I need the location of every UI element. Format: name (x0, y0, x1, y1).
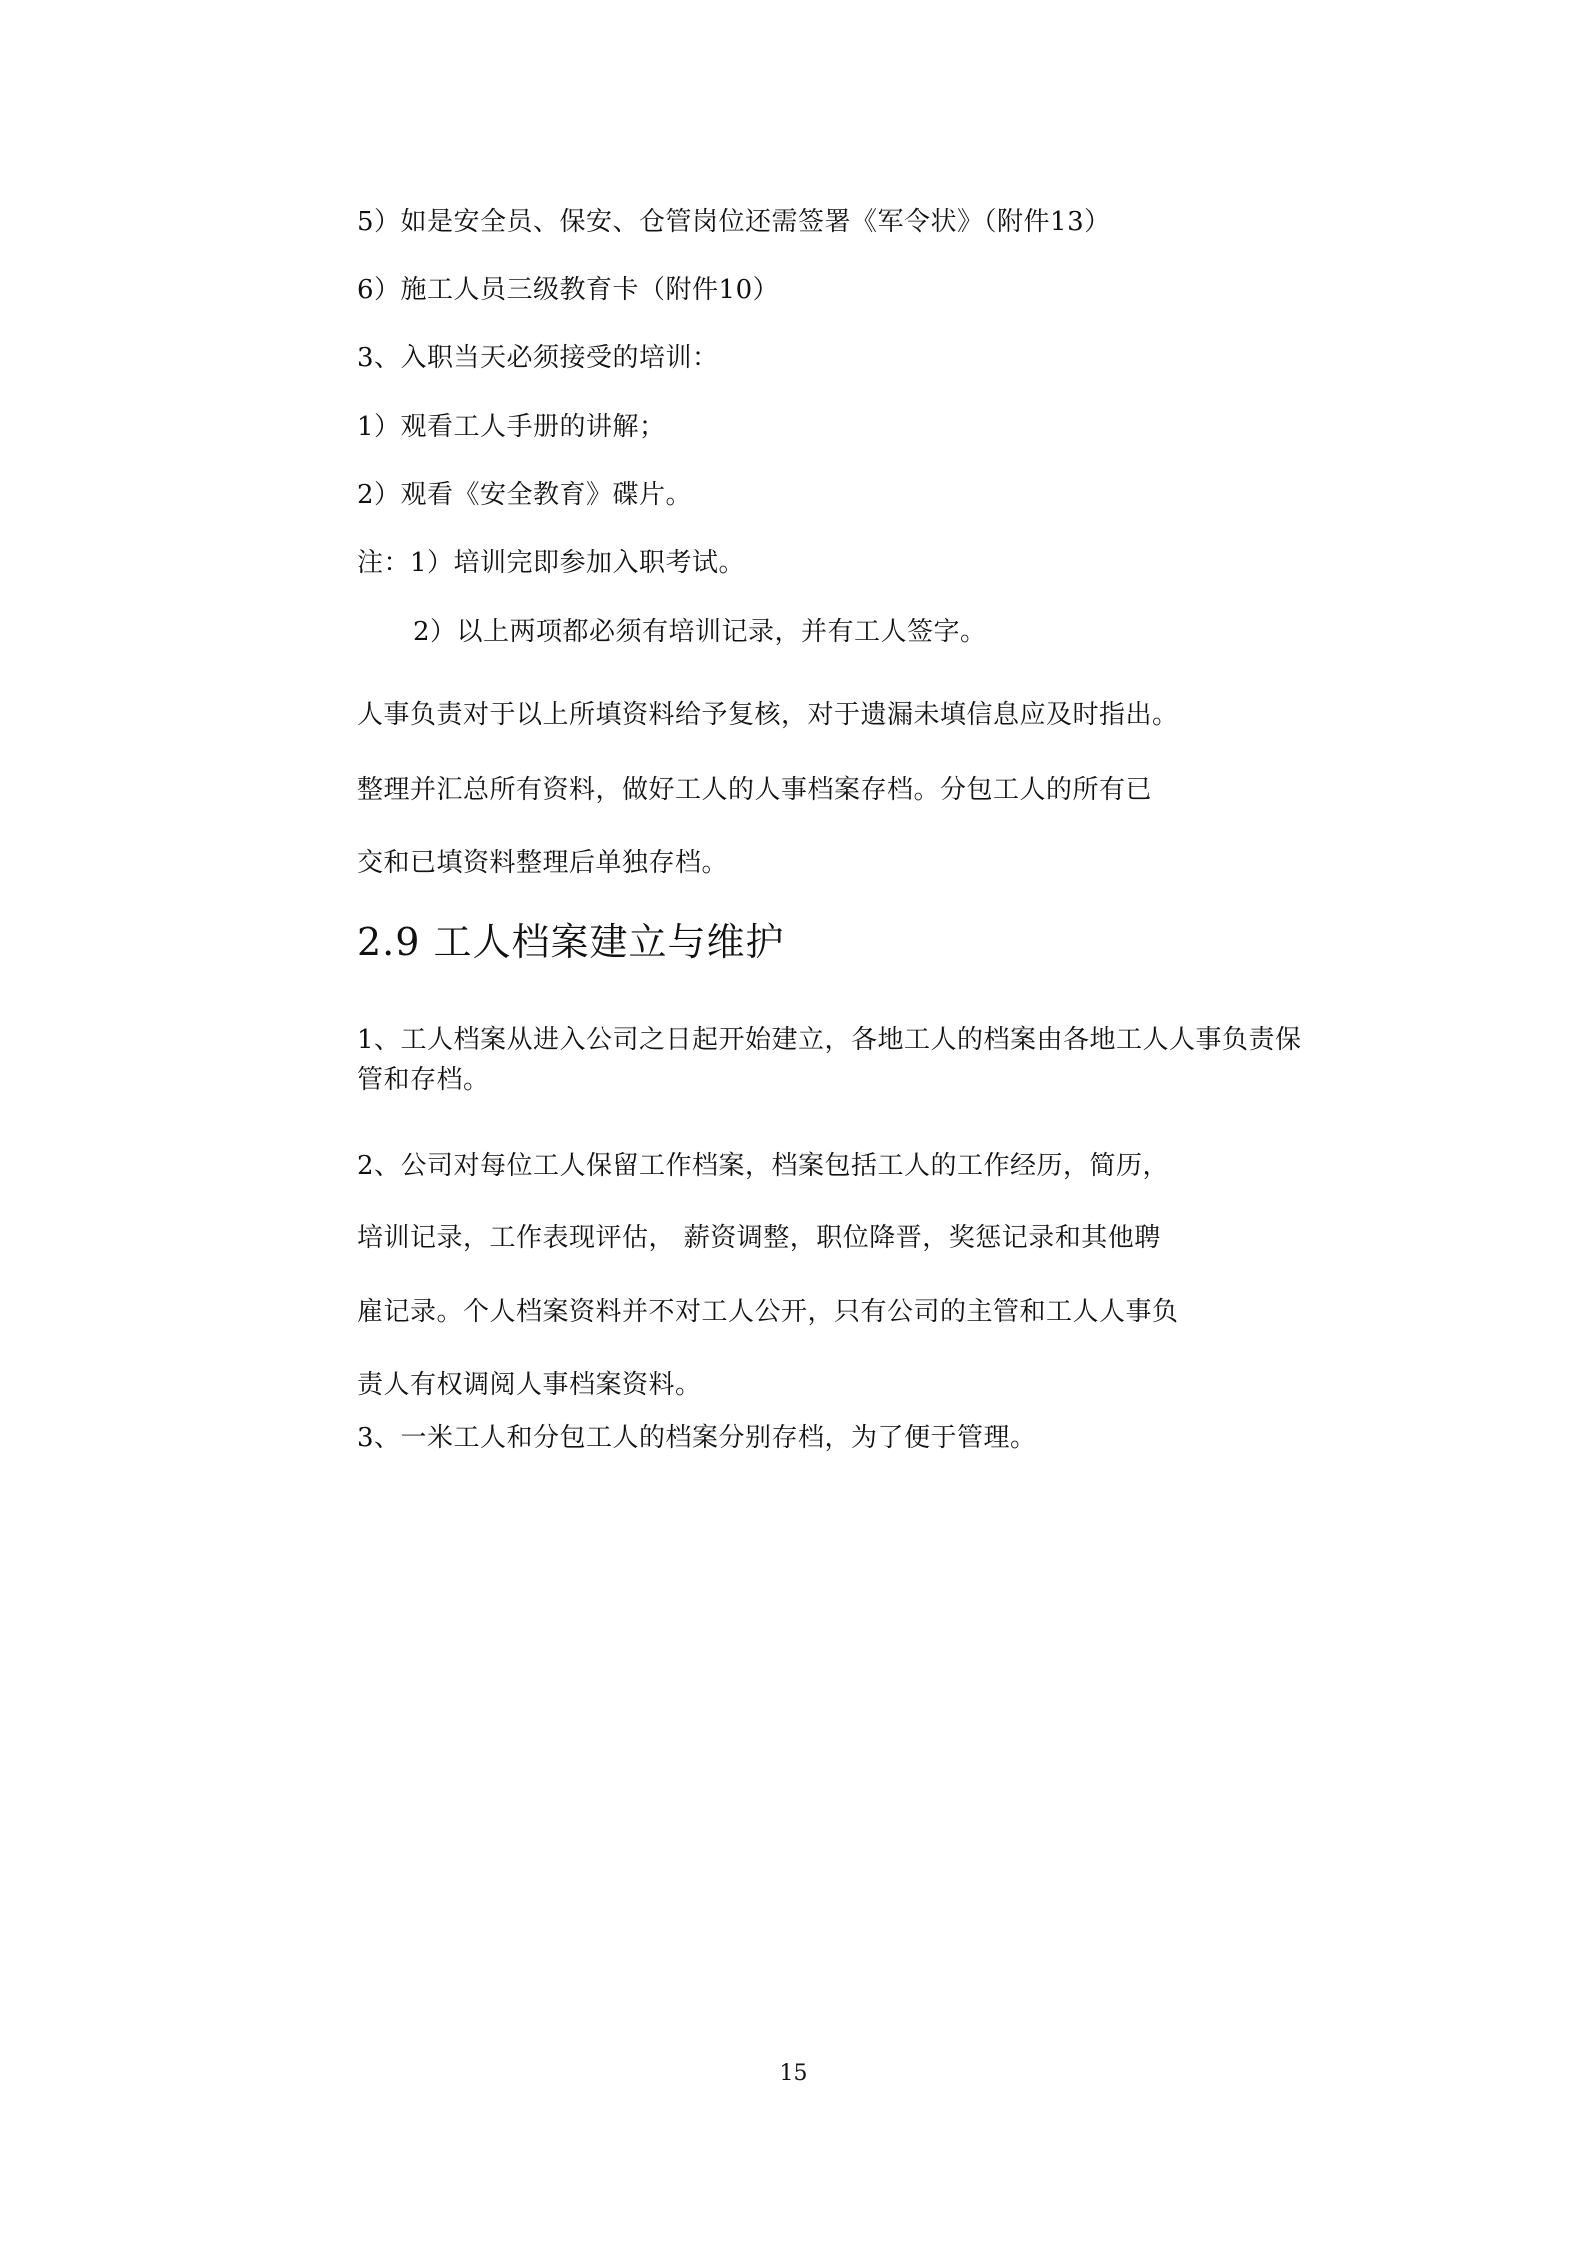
section-paragraph-2-line-4: 责人有权调阅人事档案资料。 (357, 1370, 702, 1400)
training-item-2: 2）观看《安全教育》碟片。 (357, 480, 693, 510)
section-paragraph-2-line-3: 雇记录。个人档案资料并不对工人公开，只有公司的主管和工人人事负 (357, 1297, 1179, 1327)
list-item-6: 6）施工人员三级教育卡（附件10） (357, 275, 780, 305)
paragraph-archive-line-2: 交和已填资料整理后单独存档。 (357, 848, 729, 878)
list-item-5: 5）如是安全员、保安、仓管岗位还需签署《军令状》（附件13） (357, 207, 1111, 237)
training-item-1: 1）观看工人手册的讲解； (357, 412, 666, 442)
note-item-1: 注：1）培训完即参加入职考试。 (357, 548, 746, 578)
paragraph-archive-line-1: 整理并汇总所有资料，做好工人的人事档案存档。分包工人的所有已 (357, 775, 1153, 805)
section-paragraph-3: 3、一米工人和分包工人的档案分别存档，为了便于管理。 (357, 1423, 1037, 1453)
section-paragraph-1-line-1: 1、工人档案从进入公司之日起开始建立，各地工人的档案由各地工人人事负责保 (357, 1025, 1302, 1055)
section-paragraph-1-line-2: 管和存档。 (357, 1065, 490, 1095)
section-paragraph-2-line-2: 培训记录，工作表现评估， 薪资调整，职位降晋，奖惩记录和其他聘 (357, 1223, 1161, 1253)
section-heading: 2.9 工人档案建立与维护 (357, 920, 785, 964)
section-paragraph-2-line-1: 2、公司对每位工人保留工作档案，档案包括工人的工作经历，简历， (357, 1151, 1170, 1181)
page-number: 15 (779, 2061, 808, 2086)
paragraph-review: 人事负责对于以上所填资料给予复核，对于遗漏未填信息应及时指出。 (357, 700, 1179, 730)
training-intro: 3、入职当天必须接受的培训： (357, 343, 719, 373)
note-item-2: 2）以上两项都必须有培训记录，并有工人签字。 (413, 617, 987, 647)
